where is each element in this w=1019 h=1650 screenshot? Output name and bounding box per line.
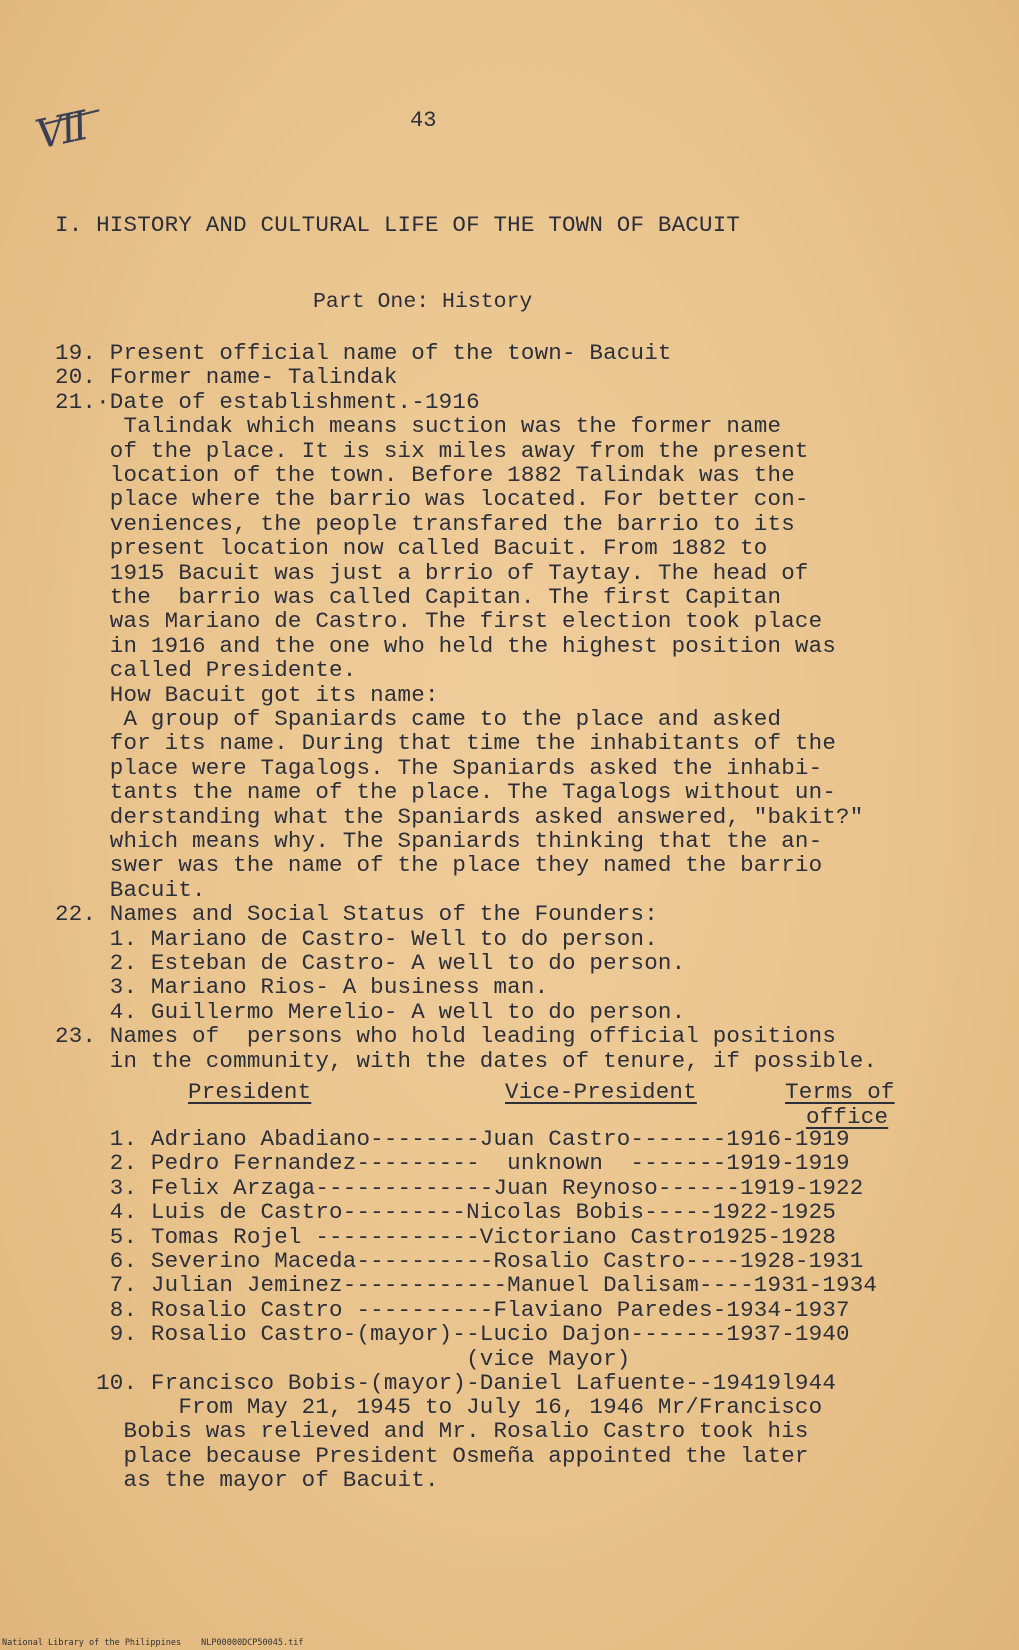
part-title: Part One: History — [313, 290, 533, 314]
table-row: (vice Mayor) — [55, 1345, 631, 1372]
page-number: 43 — [410, 108, 437, 133]
table-row: 8. Rosalio Castro ----------Flaviano Paredes-1934-1937 — [55, 1296, 850, 1323]
table-row: 3. Felix Arzaga-------------Juan Reynoso------1919-1922 — [55, 1174, 864, 1201]
text-line: Bacuit. — [55, 876, 206, 903]
text-line: in the community, with the dates of tenure, if possible. — [55, 1047, 878, 1074]
footer-library: National Library of the Philippines — [2, 1638, 182, 1648]
text-line: 3. Mariano Rios- A business man. — [55, 974, 549, 1001]
text-line: the barrio was called Capitan. The first Capitan — [55, 584, 782, 610]
table-row: 7. Julian Jeminez------------Manuel Dalisam----1931-1934 — [55, 1272, 878, 1299]
header-terms: Terms of — [785, 1079, 895, 1105]
text-line: place where the barrio was located. For better con- — [55, 486, 809, 513]
text-line: veniences, the people transfared the barrio to its — [55, 510, 795, 537]
text-line: swer was the name of the place they named the barrio — [55, 852, 823, 879]
text-line: present location now called Bacuit. From 1882 to — [55, 535, 768, 562]
text-line: Talindak which means suction was the former name — [55, 413, 782, 440]
table-row: 5. Tomas Rojel ------------Victoriano Castro1925-1928 — [55, 1223, 837, 1250]
text-line: 2. Esteban de Castro- A well to do person. — [55, 950, 686, 976]
text-line: 21.·Date of establishment.-1916 — [55, 388, 480, 415]
text-line: 4. Guillermo Merelio- A well to do person. — [55, 998, 686, 1025]
text-line: derstanding what the Spaniards asked answered, "bakit?" — [55, 803, 864, 830]
text-line: in 1916 and the one who held the highest position was — [55, 632, 837, 659]
text-line: 1915 Bacuit was just a brrio of Taytay. The head of — [55, 559, 809, 586]
table-row: 10. Francisco Bobis-(mayor)-Daniel Lafuente--19419l944 — [55, 1370, 837, 1396]
text-line: 1. Mariano de Castro- Well to do person. — [55, 925, 658, 952]
text-line: Bobis was relieved and Mr. Rosalio Castro took his — [55, 1418, 809, 1445]
text-line: was Mariano de Castro. The first election took place — [55, 608, 823, 635]
text-line: 19. Present official name of the town- Bacuit — [55, 340, 672, 366]
text-line: for its name. During that time the inhabitants of the — [55, 730, 837, 757]
text-line: place were Tagalogs. The Spaniards asked the inhabi- — [55, 754, 823, 781]
text-line: A group of Spaniards came to the place and asked — [55, 706, 782, 732]
text-line: location of the town. Before 1882 Talindak was the — [55, 462, 795, 488]
header-vice-president: Vice-President — [505, 1079, 697, 1105]
table-row: 2. Pedro Fernandez--------- unknown -------1919-1919 — [55, 1150, 850, 1177]
text-line: place because President Osmeña appointed the later — [55, 1442, 809, 1469]
text-line: How Bacuit got its name: — [55, 681, 439, 708]
text-line: as the mayor of Bacuit. — [55, 1467, 439, 1494]
header-terms-office: office — [806, 1104, 889, 1130]
text-line: 20. Former name- Talindak — [55, 364, 398, 391]
text-line: From May 21, 1945 to July 16, 1946 Mr/Francisco — [55, 1394, 823, 1420]
header-president: President — [188, 1079, 312, 1105]
text-line: of the place. It is six miles away from the present — [55, 437, 809, 464]
table-row: 1. Adriano Abadiano--------Juan Castro-------1916-1919 — [55, 1126, 850, 1152]
text-line: tants the name of the place. The Tagalogs without un- — [55, 779, 837, 806]
footer-file: NLP00000DCP50045.tif — [201, 1638, 304, 1648]
text-line: 22. Names and Social Status of the Founders: — [55, 901, 658, 928]
text-line: which means why. The Spaniards thinking that the an- — [55, 828, 823, 854]
table-row: 4. Luis de Castro---------Nicolas Bobis-----1922-1925 — [55, 1199, 837, 1226]
table-row: 9. Rosalio Castro-(mayor)--Lucio Dajon-------1937-1940 — [55, 1321, 850, 1348]
text-line: called Presidente. — [55, 657, 357, 684]
document-title: I. HISTORY AND CULTURAL LIFE OF THE TOWN OF BACUIT — [55, 212, 741, 238]
table-row: 6. Severino Maceda----------Rosalio Castro----1928-1931 — [55, 1248, 864, 1274]
text-line: 23. Names of persons who hold leading official positions — [55, 1023, 837, 1050]
archive-footer — [2, 1638, 323, 1648]
roman-numeral: VII — [31, 103, 89, 159]
